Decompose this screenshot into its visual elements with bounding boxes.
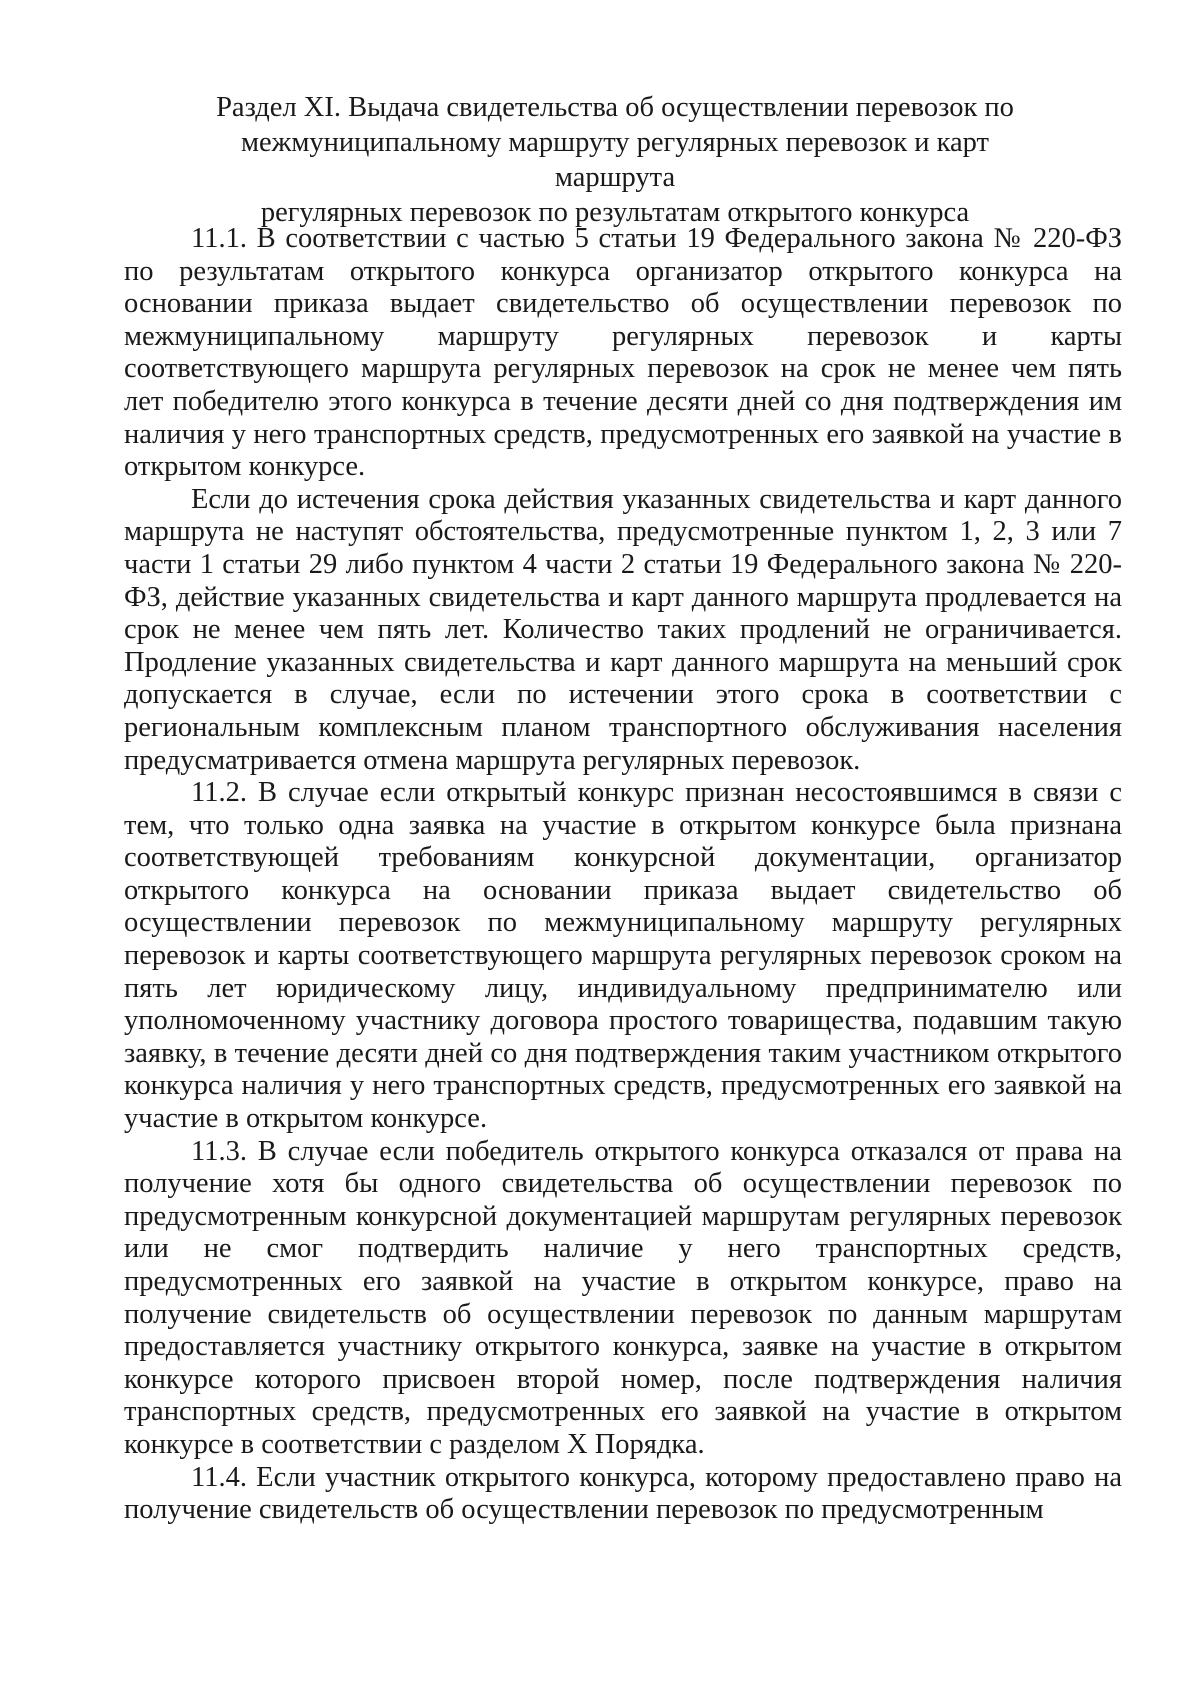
- document-body: [124, 223, 1122, 1527]
- paragraph-11-3: 11.3. В случае если победитель открытого конкурса отказался от права на получение хотя бы одного свидетельства об осуществлении перевозок по предусмотренным конкурсной документацией маршрутам регулярных перевозок или не смог подтвердить наличие у него транспортных средств, предусмотренных его заявкой на участие в открытом конкурсе, право на получение свидетельств об осуществлении перевозок по данным маршрутам предоставляется участнику открытого конкурса, заявке на участие в открытом конкурсе которого присвоен второй номер, после подтверждения наличия транспортных средств, предусмотренных его заявкой на участие в открытом конкурсе в соответствии с разделом X Порядка.: [124, 1135, 1122, 1460]
- paragraph-11-1-continued: Если до истечения срока действия указанных свидетельства и карт данного маршрута не наступят обстоятельства, предусмотренные пунктом 1, 2, 3 или 7 части 1 статьи 29 либо пунктом 4 части 2 статьи 19 Федерального закона № 220-ФЗ, действие указанных свидетельства и карт данного маршрута продлевается на срок не менее чем пять лет. Количество таких продлений не ограничивается. Продление указанных свидетельства и карт данного маршрута на меньший срок допускается в случае, если по истечении этого срока в соответствии с региональным комплексным планом транспортного обслуживания населения предусматривается отмена маршрута регулярных перевозок.: [124, 483, 1122, 776]
- section-heading-line: Раздел XI. Выдача свидетельства об осуществлении перевозок по: [216, 92, 1014, 123]
- paragraph-11-1: 11.1. В соответствии с частью 5 статьи 19 Федерального закона № 220-ФЗ по результатам открытого конкурса организатор открытого конкурса на основании приказа выдает свидетельство об осуществлении перевозок по межмуниципальному маршруту регулярных перевозок и карты соответствующего маршрута регулярных перевозок на срок не менее чем пять лет победителю этого конкурса в течение десяти дней со дня подтверждения им наличия у него транспортных средств, предусмотренных его заявкой на участие в открытом конкурсе.: [124, 223, 1122, 483]
- section-heading-line: регулярных перевозок по результатам открытого конкурса: [260, 197, 970, 228]
- paragraph-11-2: 11.2. В случае если открытый конкурс признан несостоявшимся в связи с тем, что только одна заявка на участие в открытом конкурсе была признана соответствующей требованиям конкурсной документации, организатор открытого конкурса на основании приказа выдает свидетельство об осуществлении перевозок по межмуниципальному маршруту регулярных перевозок и карты соответствующего маршрута регулярных перевозок сроком на пять лет юридическому лицу, индивидуальному предпринимателю или уполномоченному участнику договора простого товарищества, подавшим такую заявку, в течение десяти дней со дня подтверждения таким участником открытого конкурса наличия у него транспортных средств, предусмотренных его заявкой на участие в открытом конкурсе.: [124, 777, 1122, 1135]
- paragraph-11-4: 11.4. Если участник открытого конкурса, которому предоставлено право на получение свидетельств об осуществлении перевозок по предусмотренным: [124, 1461, 1122, 1526]
- section-heading: [180, 90, 1050, 230]
- section-heading-line: межмуниципальному маршруту регулярных перевозок и карт маршрута: [240, 127, 989, 193]
